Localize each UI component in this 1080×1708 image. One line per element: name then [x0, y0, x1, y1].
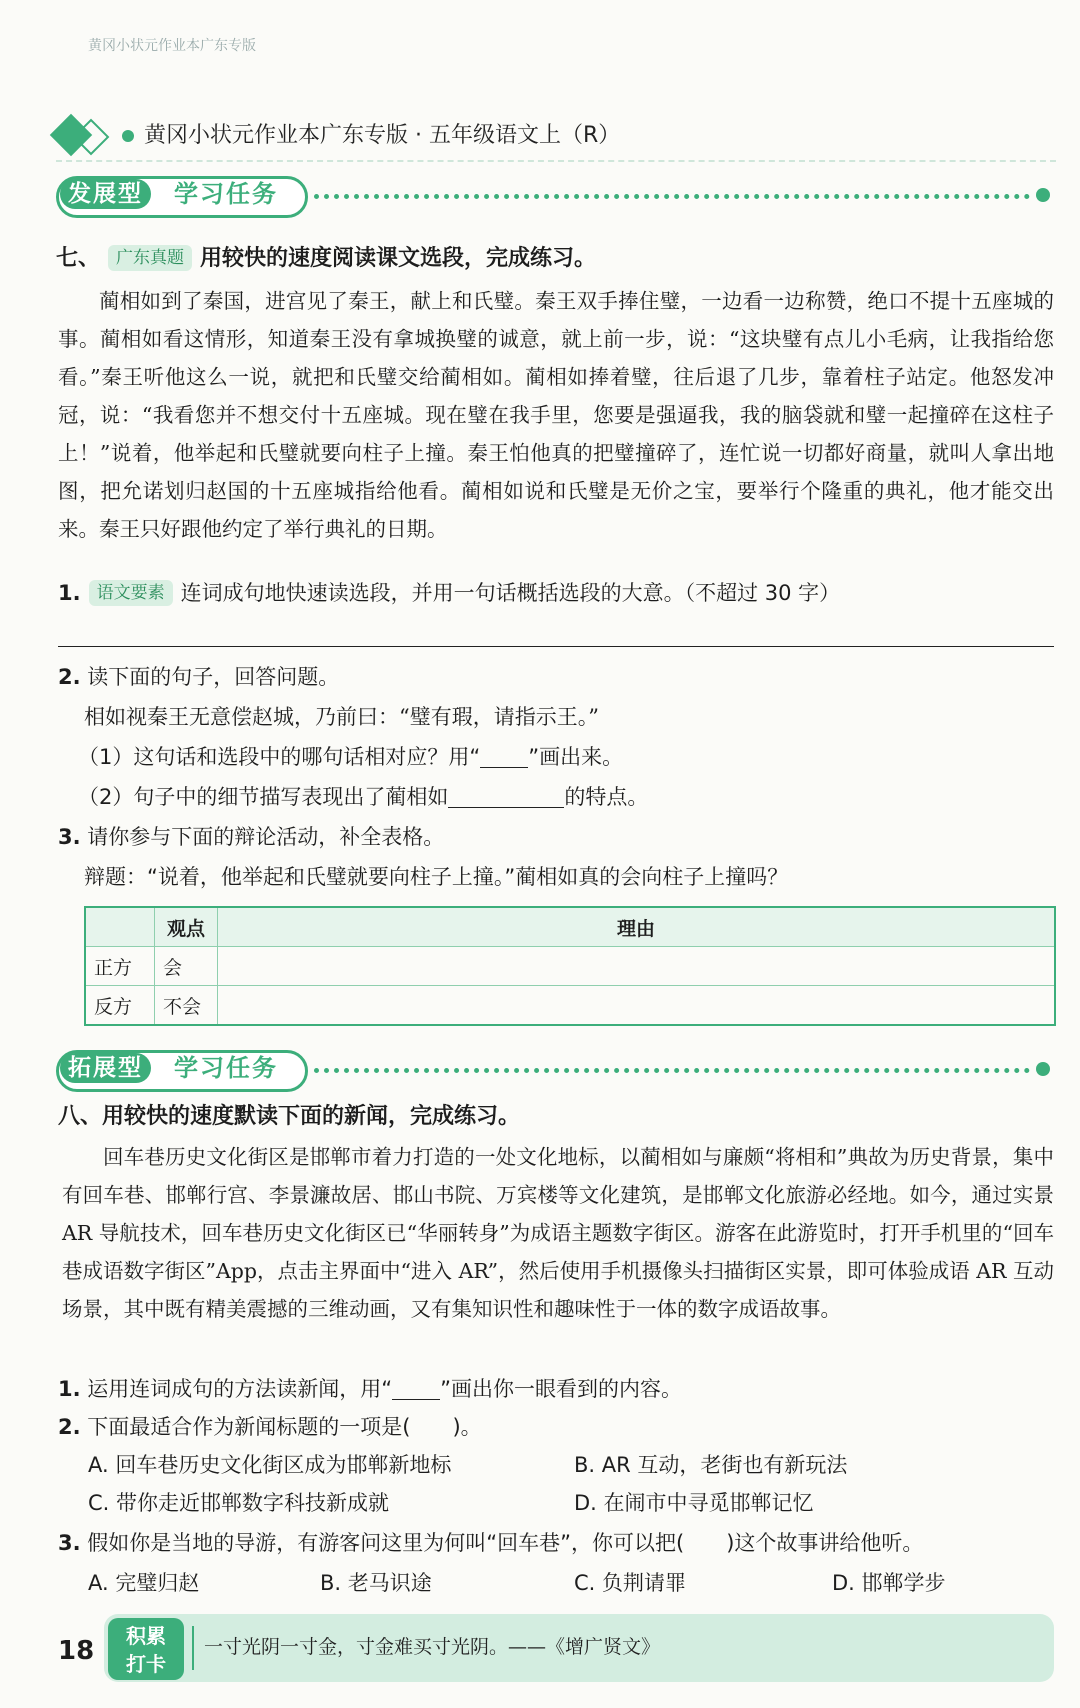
table-row [85, 947, 1055, 986]
top-fragment [88, 36, 388, 56]
question-8-number: 八、 [58, 1104, 103, 1129]
badge-line-2: 打卡 [126, 1652, 166, 1676]
table-header: 理由 [218, 907, 1056, 947]
part1-text-b: ”画出来。 [528, 745, 624, 769]
option-d[interactable]: D. 邯郸学步 [832, 1571, 946, 1595]
question-7-1 [58, 576, 840, 610]
option-c[interactable]: C. 带你走近邯郸数字科技新成就 [88, 1491, 390, 1515]
answer-line[interactable] [58, 646, 1054, 647]
table-header [85, 907, 155, 947]
question-7-number: 七、 [56, 246, 101, 271]
tag-yuwen-yaosu: 语文要素 [89, 580, 173, 606]
page-header [56, 118, 1056, 154]
fill-blank[interactable] [448, 807, 564, 808]
table-cell-reason[interactable] [218, 947, 1056, 986]
question-8-instruction: 用较快的速度默读下面的新闻，完成练习。 [102, 1104, 521, 1129]
page-number: 18 [58, 1636, 95, 1666]
part1-text-a: （1）这句话和选段中的哪句话相对应？用“ [78, 745, 481, 769]
question-7-3 [58, 820, 444, 854]
question-8-3 [58, 1526, 923, 1560]
question-7-2-text: 读下面的句子，回答问题。 [87, 665, 340, 689]
question-8-2 [58, 1410, 482, 1444]
banner-kind: 发展型 [60, 179, 151, 209]
option-a[interactable]: A. 回车巷历史文化街区成为邯郸新地标 [88, 1453, 452, 1477]
banner-task: 学习任务 [174, 1054, 278, 1082]
question-7-title [56, 242, 596, 276]
section-banner-develop [56, 176, 1056, 222]
classical-quote: 相如视秦王无意偿赵城，乃前曰：“璧有瑕，请指示王。” [84, 705, 599, 729]
banner-end-dot-icon [1036, 188, 1050, 202]
option-b[interactable]: B. AR 互动，老街也有新玩法 [574, 1453, 848, 1477]
footer-separator [192, 1626, 194, 1670]
question-7-1-text: 连词成句地快速读选段，并用一句话概括选段的大意。（不超过 30 字） [180, 581, 841, 605]
badge-line-1: 积累 [126, 1624, 166, 1648]
part2-text-a: （2）句子中的细节描写表现出了蔺相如 [78, 785, 449, 809]
section-banner-expand [56, 1050, 1056, 1096]
debate-table [84, 906, 1056, 1026]
question-8-title [58, 1100, 520, 1134]
banner-end-dot-icon [1036, 1062, 1050, 1076]
banner-dotted-line [314, 1068, 1030, 1073]
question-7-2-number: 2. [58, 665, 81, 689]
banner-task: 学习任务 [174, 180, 278, 208]
table-cell: 反方 [85, 986, 155, 1026]
question-8-1-text-a: 运用连词成句的方法读新闻，用“ [87, 1377, 393, 1401]
option-a[interactable]: A. 完璧归赵 [88, 1571, 200, 1595]
tag-guangdong: 广东真题 [108, 245, 192, 271]
header-title: 黄冈小状元作业本广东专版 · 五年级语文上（R） [144, 123, 621, 148]
option-d[interactable]: D. 在闹市中寻觅邯郸记忆 [574, 1491, 814, 1515]
debate-topic: 辩题：“说着，他举起和氏璧就要向柱子上撞。”蔺相如真的会向柱子上撞吗？ [84, 865, 789, 889]
question-8-2-number: 2. [58, 1415, 81, 1439]
top-fragment-text: 黄冈小状元作业本广东专版 [88, 38, 256, 54]
underline-sample [480, 767, 528, 768]
question-8-2-text: 下面最适合作为新闻标题的一项是( )。 [87, 1415, 482, 1439]
question-7-2-part2 [78, 780, 648, 814]
question-8-1-text-b: ”画出你一眼看到的内容。 [440, 1377, 683, 1401]
footer-quote: 一寸光阴一寸金，寸金难买寸光阴。——《增广贤文》 [204, 1636, 661, 1658]
underline-sample [392, 1399, 440, 1400]
question-7-instruction: 用较快的速度阅读课文选段，完成练习。 [200, 246, 597, 271]
table-row [85, 986, 1055, 1026]
table-header-row [85, 907, 1055, 947]
table-header: 观点 [155, 907, 218, 947]
table-cell-reason[interactable] [218, 986, 1056, 1026]
question-7-3-number: 3. [58, 825, 81, 849]
question-7-1-number: 1. [58, 581, 81, 605]
banner-kind: 拓展型 [60, 1053, 151, 1083]
footer-badge [108, 1618, 184, 1680]
banner-dotted-line [314, 194, 1030, 199]
question-8-1-number: 1. [58, 1377, 81, 1401]
table-cell: 正方 [85, 947, 155, 986]
table-cell: 会 [155, 947, 218, 986]
table-cell: 不会 [155, 986, 218, 1026]
option-b[interactable]: B. 老马识途 [320, 1571, 432, 1595]
question-8-1 [58, 1372, 682, 1406]
bullet-dot-icon [122, 130, 134, 142]
passage-lin-xiangru: 蔺相如到了秦国，进宫见了秦王，献上和氏璧。秦王双手捧住璧，一边看一边称赞，绝口不提十五座城的事。蔺相如看这情形，知道秦王没有拿城换璧的诚意，就上前一步，说：“这块璧有点儿小毛病，让我指给您看。”秦王听他这么一说，就把和氏璧交给蔺相如。蔺相如捧着璧，往后退了几步，靠着柱子站定。他怒发冲冠，说：“我看您并不想交付十五座城。现在璧在我手里，您要是强逼我，我的脑袋就和璧一起撞碎在这柱子上！”说着，他举起和氏璧就要向柱子上撞。秦王怕他真的把璧撞碎了，连忙说一切都好商量，就叫人拿出地图，把允诺划归赵国的十五座城指给他看。蔺相如说和氏璧是无价之宝，要举行个隆重的典礼，他才能交出来。秦王只好跟他约定了举行典礼的日期。 [58, 289, 1054, 541]
news-passage: 回车巷历史文化街区是邯郸市着力打造的一处文化地标，以蔺相如与廉颇“将相和”典故为历史背景，集中有回车巷、邯郸行宫、李景濂故居、邯山书院、万宾楼等文化建筑，是邯郸文化旅游必经地。如今，通过实景 AR 导航技术，回车巷历史文化街区已“华丽转身”为成语主题数字街区。游客在此游览时，打开手机里的“回车巷成语数字街区”App，点击主界面中“进入 AR”，然后使用手机摄像头扫描街区实景，即可体验成语 AR 互动场景，其中既有精美震撼的三维动画，又有集知识性和趣味性于一体的数字成语故事。 [62, 1145, 1054, 1321]
question-7-3-text: 请你参与下面的辩论活动，补全表格。 [87, 825, 445, 849]
option-c[interactable]: C. 负荆请罪 [574, 1571, 687, 1595]
question-7-2-part1 [78, 740, 623, 774]
question-8-3-number: 3. [58, 1531, 81, 1555]
question-7-2 [58, 660, 339, 694]
header-divider [56, 160, 1056, 162]
question-8-3-text: 假如你是当地的导游，有游客问这里为何叫“回车巷”，你可以把( )这个故事讲给他听。 [87, 1531, 924, 1555]
part2-text-b: 的特点。 [564, 785, 649, 809]
